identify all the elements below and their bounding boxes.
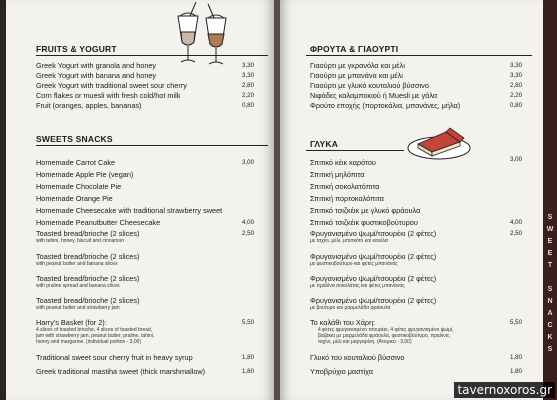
menu-item-description: με ταχίνι, μέλι, μπισκότο και κανέλα [310, 238, 388, 244]
menu-price: 1,80 [510, 354, 523, 361]
menu-price: 1,80 [242, 354, 255, 361]
side-label-letter: S [547, 286, 553, 293]
menu-price: 5,50 [242, 319, 255, 326]
menu-item: Greek traditional mastiha sweet (thick marshmallow) [36, 367, 206, 376]
menu-item: Φρούτο εποχής (πορτοκάλια, μπανάνες, μήλα) [310, 101, 461, 110]
side-label-letter: N [547, 298, 553, 305]
menu-page-english [6, 0, 274, 400]
menu-item: Homemade Carrot Cake [36, 158, 116, 167]
watermark: tavernoxoros.gr [454, 382, 555, 398]
menu-item: Φρυγανισμένο ψωμί/τσουρέκι (2 φέτες) [310, 296, 437, 305]
menu-item: Greek Yogurt with granola and honey [36, 61, 157, 70]
side-label-letter: A [547, 310, 553, 317]
menu-item: Φρυγανισμένο ψωμί/τσουρέκι (2 φέτες) [310, 274, 437, 283]
menu-item-description: with praline spread and banana slices [36, 283, 120, 289]
menu-price: 3,30 [510, 72, 523, 79]
menu-item-description: με βούτυρο και μαρμελάδα φράουλα [310, 305, 391, 311]
menu-price: 0,80 [242, 102, 255, 109]
menu-price: 3,30 [242, 72, 255, 79]
menu-item-description: jam with strawberry jam, peanut butter, praline, tahini, [36, 333, 155, 339]
menu-item-description: 4 φέτες φρυγανισμένο τσουρέκι, 4 φέτες φρυγανισμένο ψωμί, [318, 327, 454, 333]
menu-item: Corn flakes or muesli with fresh cold/hot milk [36, 91, 181, 100]
menu-item: Γιαούρτι με γκρανόλα και μέλι [310, 61, 405, 70]
menu-item: Toasted bread/brioche (2 slices) [36, 252, 140, 261]
side-label-letter: E [547, 238, 553, 245]
menu-item-description: with peanut butter and strawberry jam [36, 305, 120, 311]
menu-item: Σπιτικό τσιζκέικ φυστικοβούτυρου [310, 218, 418, 227]
menu-price: 2,20 [242, 92, 255, 99]
side-label-letter: S [547, 346, 553, 353]
menu-item: Toasted bread/brioche (2 slices) [36, 296, 140, 305]
sweets-heading-rule-greek [306, 150, 404, 151]
menu-item: Το καλάθι του Χάρη: [310, 318, 376, 327]
menu-price: 5,50 [510, 319, 523, 326]
menu-price: 1,80 [510, 368, 523, 375]
menu-item: Homemade Apple Pie (vegan) [36, 170, 134, 179]
sweet-snacks-side-label [543, 0, 557, 400]
menu-page-greek [280, 0, 543, 400]
menu-price: 3,00 [242, 159, 255, 166]
menu-item: Greek Yogurt with traditional sweet sour cherry [36, 81, 187, 90]
menu-item: Φρυγανισμένο ψωμί/τσουρέκι (2 φέτες) [310, 229, 437, 238]
menu-item: Toasted bread/brioche (2 slices) [36, 229, 140, 238]
menu-item: Fruit (oranges, apples, bananas) [36, 101, 142, 110]
menu-item-description: με φυστικοβούτυρο και φέτες μπανάνας [310, 261, 398, 267]
menu-item: Homemade Cheesecake with traditional strawberry sweet [36, 206, 223, 215]
menu-item-description: with tahini, honey, biscuit and cinnamon [36, 238, 125, 244]
menu-item: Σπιτικό κέικ καρότου [310, 158, 376, 167]
side-label-letter: C [547, 322, 553, 329]
menu-item-description: 4 slices of toasted brioche, 4 slices of toasted bread, [36, 327, 153, 333]
menu-item: Γλυκό του κουταλιού βύσσινο [310, 353, 405, 362]
menu-item: Toasted bread/brioche (2 slices) [36, 274, 140, 283]
menu-price: 4,00 [510, 219, 523, 226]
menu-price: 2,50 [242, 230, 255, 237]
side-label-letter: T [547, 262, 553, 269]
menu-item: Γιαούρτι με γλυκό κουταλιού βύσσινο [310, 81, 429, 90]
side-label-letter: K [547, 334, 553, 341]
side-label-letter: E [547, 250, 553, 257]
menu-price: 3,00 [510, 156, 523, 163]
sweets-heading-rule [36, 145, 268, 146]
menu-item-description: honey and margarine. (individual portion - 3,00) [36, 339, 142, 345]
fruits-heading-rule [36, 55, 268, 56]
milkshake-glasses-icon [172, 2, 234, 70]
menu-item: Traditional sweet sour cherry fruit in heavy syrup [36, 353, 193, 362]
menu-price: 4,00 [242, 219, 255, 226]
fruits-yogurt-heading: FRUITS & YOGURT [36, 44, 117, 54]
menu-item: Harry's Basket (for 2): [36, 318, 107, 327]
menu-item: Σπιτική μηλόπιτα [310, 170, 365, 179]
cake-slice-icon [406, 118, 472, 162]
fruits-yogurt-heading-greek: ΦΡΟΥΤΑ & ΓΙΑΟΥΡΤΙ [310, 44, 399, 54]
sweets-heading-greek: ΓΛΥΚΑ [310, 139, 339, 149]
menu-item: Homemade Peanutbutter Cheesecake [36, 218, 161, 227]
sweets-snacks-heading: SWEETS SNACKS [36, 134, 113, 144]
menu-item: Φρυγανισμένο ψωμί/τσουρέκι (2 φέτες) [310, 252, 437, 261]
menu-item: Γιαούρτι με μπανάνα και μέλι [310, 71, 403, 80]
menu-item-description: ταχίνι, μέλι και μαργαρίνη. (Ατομικό - 3,00) [318, 339, 412, 345]
menu-price: 2,80 [242, 82, 255, 89]
menu-price: 3,30 [242, 62, 255, 69]
menu-price: 3,30 [510, 62, 523, 69]
menu-price: 2,50 [510, 230, 523, 237]
menu-item: Σπιτικό τσιζκέικ με γλυκό φράουλα [310, 206, 421, 215]
menu-price: 2,80 [510, 82, 523, 89]
side-label-letter: W [546, 226, 554, 233]
menu-item: Homemade Orange Pie [36, 194, 113, 203]
menu-item: Υποβρύχιο μαστίχα [310, 367, 374, 376]
menu-price: 2,20 [510, 92, 523, 99]
menu-item: Homemade Chocolate Pie [36, 182, 122, 191]
menu-item-description: with peanut butter and banana slices [36, 261, 118, 267]
menu-item: Νιφάδες καλαμποκιού ή Muesli με γάλα [310, 91, 438, 100]
menu-price: 0,80 [510, 102, 523, 109]
side-label-letter: S [547, 214, 553, 221]
menu-item-description: βαζάκια με μαρμελάδα φράουλα, φυστικοβούτυρο, πραλίνα, [318, 333, 451, 339]
fruits-heading-rule-greek [306, 55, 532, 56]
menu-item: Σπιτική πορτοκαλόπιτα [310, 194, 384, 203]
menu-item: Greek Yogurt with banana and honey [36, 71, 157, 80]
menu-price: 1,80 [242, 368, 255, 375]
menu-item: Σπιτική σοκολατόπιτα [310, 182, 380, 191]
menu-item-description: με πραλίνα σοκολάτας και φέτες μπανάνας [310, 283, 405, 289]
